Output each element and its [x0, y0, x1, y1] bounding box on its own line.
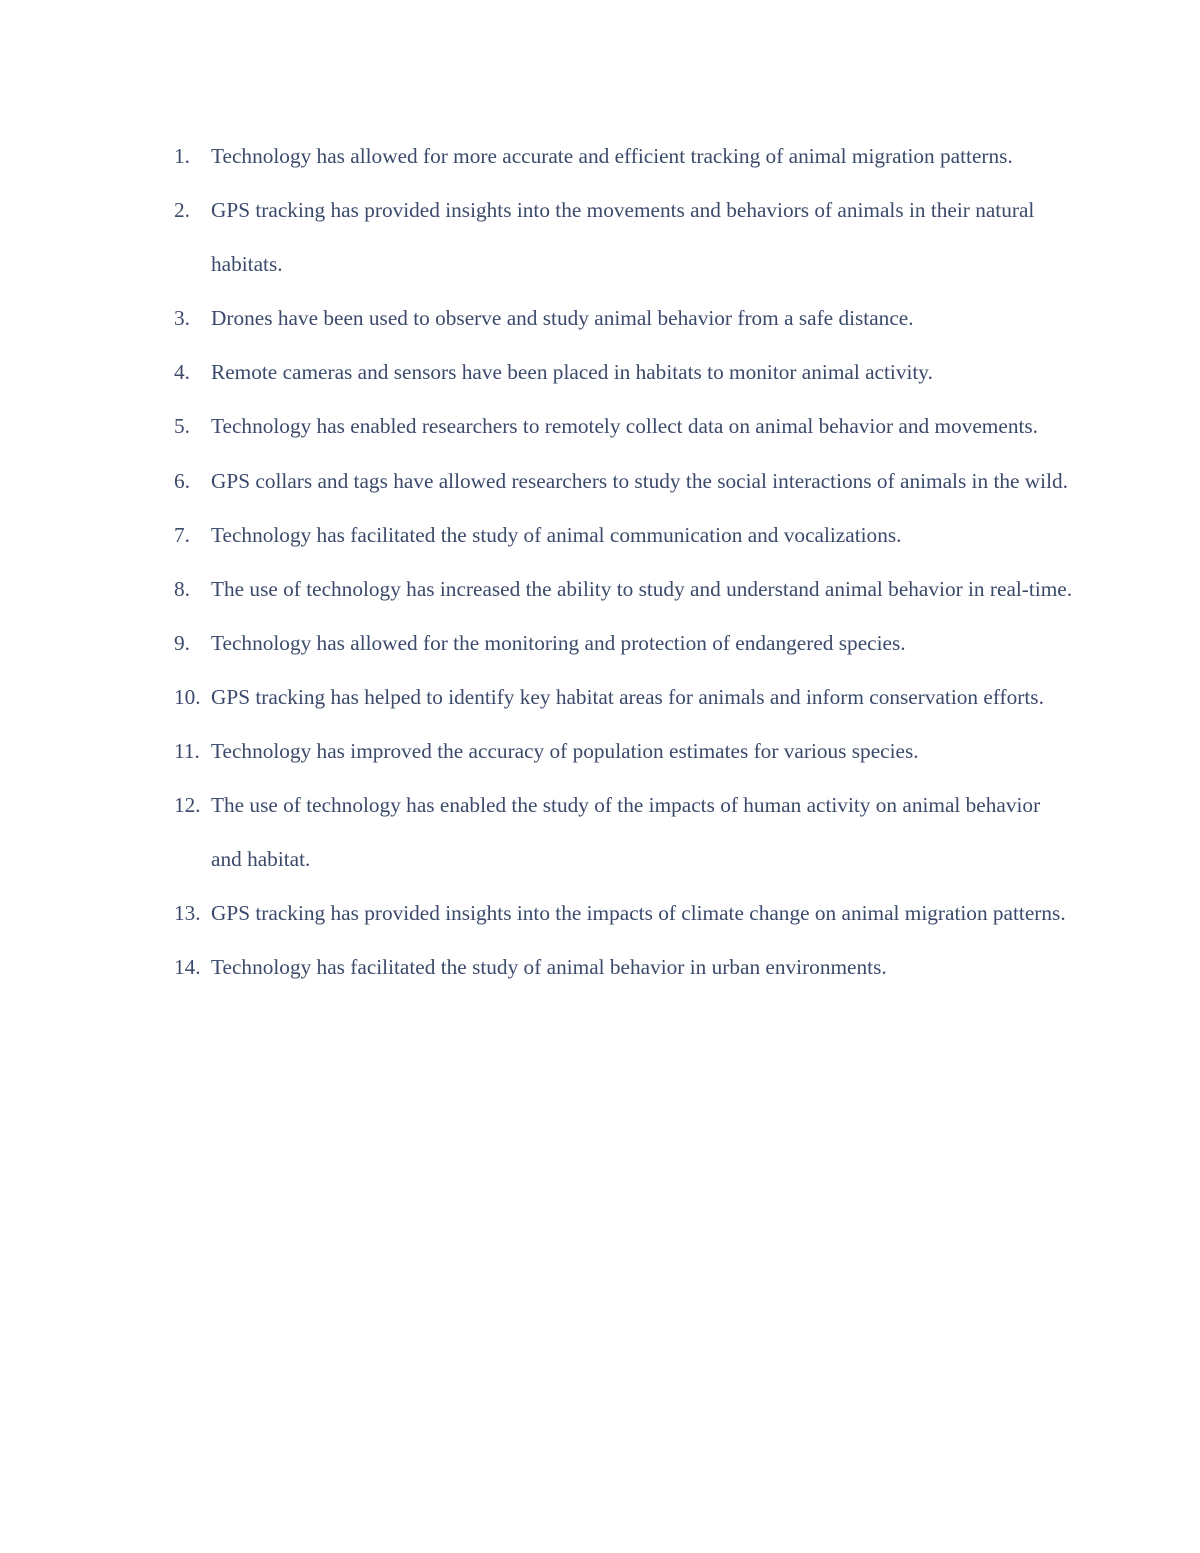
item-number: 12.	[174, 793, 201, 818]
item-number: 7.	[174, 522, 190, 547]
item-number: 3.	[174, 306, 190, 331]
item-text: GPS tracking has provided insights into the movements and behaviors of animals in their natural habitats.	[211, 198, 1035, 277]
item-number: 11.	[174, 739, 200, 764]
item-text: The use of technology has enabled the study of the impacts of human activity on animal behavior and habitat.	[211, 793, 1041, 872]
item-number: 9.	[174, 630, 190, 655]
item-text: GPS tracking has helped to identify key habitat areas for animals and inform conservation efforts.	[211, 684, 1044, 709]
item-text: Remote cameras and sensors have been placed in habitats to monitor animal activity.	[211, 360, 933, 385]
item-number: 2.	[174, 198, 190, 223]
item-number: 10.	[174, 684, 201, 709]
numbered-list	[174, 129, 1074, 995]
item-number: 4.	[174, 360, 190, 385]
item-number: 14.	[174, 955, 201, 980]
item-text: Technology has allowed for the monitoring and protection of endangered species.	[211, 630, 906, 655]
item-text: GPS collars and tags have allowed researchers to study the social interactions of animals in the wild.	[211, 468, 1068, 493]
list-item	[174, 724, 1074, 778]
list-item	[174, 345, 1074, 399]
list-item	[174, 616, 1074, 670]
item-text: GPS tracking has provided insights into the impacts of climate change on animal migration patterns.	[211, 901, 1066, 926]
item-text: The use of technology has increased the ability to study and understand animal behavior in real-time.	[211, 576, 1073, 601]
item-number: 13.	[174, 901, 201, 926]
list-item	[174, 129, 1074, 183]
list-item	[174, 399, 1074, 453]
list-item	[174, 886, 1074, 940]
item-text: Technology has improved the accuracy of population estimates for various species.	[211, 739, 919, 764]
list-item	[174, 454, 1074, 508]
item-number: 6.	[174, 468, 190, 493]
item-number: 8.	[174, 576, 190, 601]
list-item	[174, 183, 1074, 291]
list-item	[174, 940, 1074, 994]
item-number: 5.	[174, 414, 190, 439]
item-text: Drones have been used to observe and study animal behavior from a safe distance.	[211, 306, 914, 331]
item-text: Technology has facilitated the study of animal behavior in urban environments.	[211, 955, 887, 980]
list-item	[174, 670, 1074, 724]
list-item	[174, 562, 1074, 616]
item-number: 1.	[174, 144, 190, 168]
item-text: Technology has allowed for more accurate and efficient tracking of animal migration patterns.	[211, 144, 1013, 168]
list-item	[174, 291, 1074, 345]
list-item	[174, 508, 1074, 562]
item-text: Technology has facilitated the study of animal communication and vocalizations.	[211, 522, 902, 547]
item-text: Technology has enabled researchers to remotely collect data on animal behavior and movements.	[211, 414, 1039, 439]
list-item	[174, 778, 1074, 886]
